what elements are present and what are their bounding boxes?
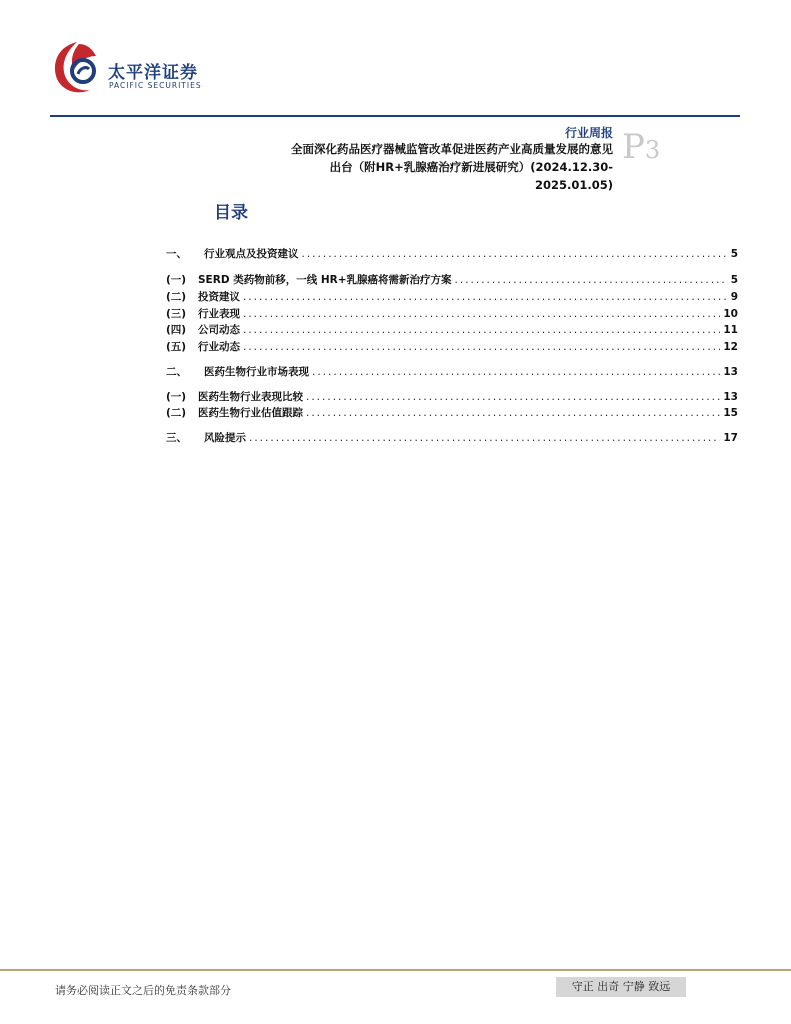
toc-entry[interactable] <box>166 430 738 446</box>
toc-entry-label: 行业观点及投资建议 <box>204 248 299 260</box>
toc-leader-dots <box>455 272 728 288</box>
footer-disclaimer: 请务必阅读正文之后的免责条款部分 <box>55 984 231 997</box>
toc-entry[interactable] <box>166 246 738 262</box>
toc-entry-number: (四) <box>166 324 187 336</box>
toc-entry-label: 公司动态 <box>198 324 240 336</box>
toc-entry-label: 医药生物行业表现比较 <box>198 391 303 403</box>
toc-entry[interactable] <box>166 389 738 405</box>
pacific-securities-logo-icon <box>48 38 106 98</box>
toc-entry[interactable] <box>166 364 738 380</box>
toc-entry-label: SERD 类药物前移，一线 HR+乳腺癌将需新治疗方案 <box>198 274 452 286</box>
toc-entry-page: 5 <box>730 274 738 286</box>
header-rule <box>50 115 740 117</box>
company-logo <box>48 38 218 98</box>
toc-leader-dots <box>306 405 720 421</box>
toc-leader-dots <box>243 339 720 355</box>
report-title <box>173 140 613 194</box>
toc-entry-page: 10 <box>723 308 738 320</box>
report-title-line-3: 2025.01.05) <box>534 178 613 192</box>
toc-leader-dots <box>312 364 720 380</box>
toc-leader-dots <box>302 246 728 262</box>
toc-entry-number: (二) <box>166 291 187 303</box>
toc-leader-dots <box>306 389 720 405</box>
page-marker-number: 3 <box>644 136 661 164</box>
page-marker <box>622 127 661 167</box>
toc-entry[interactable] <box>166 322 738 338</box>
toc-entry[interactable] <box>166 289 738 305</box>
toc-entry-page: 11 <box>723 324 738 336</box>
toc-entry-page: 15 <box>723 407 738 419</box>
toc-entry-label: 医药生物行业市场表现 <box>204 366 309 378</box>
toc-entry-page: 13 <box>723 391 738 403</box>
toc-leader-dots <box>243 322 720 338</box>
report-type: 行业周报 <box>564 126 613 140</box>
toc-entry-number: (五) <box>166 341 187 353</box>
toc-entry[interactable] <box>166 339 738 355</box>
toc-entry-number: (三) <box>166 308 187 320</box>
toc-entry-number: 二、 <box>166 366 187 378</box>
toc-entry[interactable] <box>166 306 738 322</box>
toc-entry-number: (二) <box>166 407 187 419</box>
report-title-line-1: 全面深化药品医疗器械监管改革促进医药产业高质量发展的意见 <box>291 142 613 156</box>
toc-entry[interactable] <box>166 405 738 421</box>
logo-chinese-name: 太平洋证券 <box>108 63 198 83</box>
toc-entry-number: (一) <box>166 391 187 403</box>
toc-entry[interactable] <box>166 272 738 288</box>
report-title-line-2: 出台（附HR+乳腺癌治疗新进展研究）(2024.12.30- <box>329 160 613 174</box>
toc-entry-label: 医药生物行业估值跟踪 <box>198 407 303 419</box>
toc-leader-dots <box>243 306 720 322</box>
toc-entry-number: 三、 <box>166 432 187 444</box>
toc-entry-label: 风险提示 <box>204 432 246 444</box>
footer-motto: 守正 出奇 宁静 致远 <box>556 977 686 997</box>
page-marker-letter: P <box>622 127 645 167</box>
toc-entry-page: 17 <box>723 432 738 444</box>
toc-entry-label: 行业动态 <box>198 341 240 353</box>
toc-entry-page: 5 <box>730 248 738 260</box>
toc-entry-number: (一) <box>166 274 187 286</box>
toc-heading: 目录 <box>214 203 248 223</box>
toc-entry-number: 一、 <box>166 248 187 260</box>
toc-leader-dots <box>249 430 720 446</box>
toc-entry-page: 13 <box>723 366 738 378</box>
footer-rule <box>0 969 791 971</box>
toc-entry-page: 12 <box>723 341 738 353</box>
toc-leader-dots <box>243 289 728 305</box>
logo-english-name: PACIFIC SECURITIES <box>109 81 202 90</box>
toc-entry-label: 行业表现 <box>198 308 240 320</box>
toc-entry-label: 投资建议 <box>198 291 240 303</box>
toc-entry-page: 9 <box>730 291 738 303</box>
